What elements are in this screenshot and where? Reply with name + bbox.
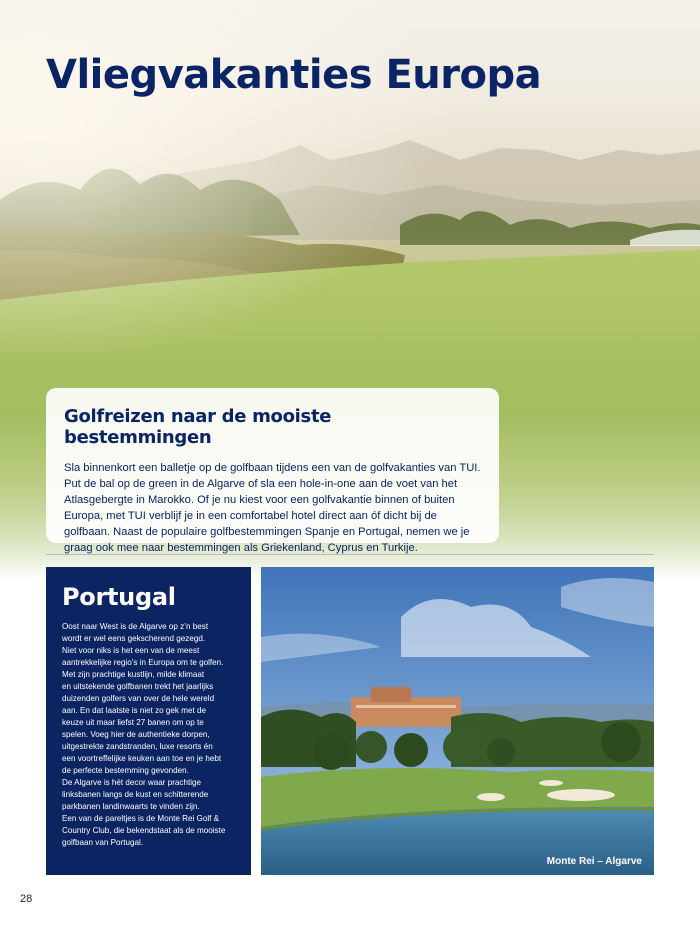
intro-card (46, 388, 499, 554)
portugal-text-box (46, 567, 251, 875)
section-divider (46, 554, 654, 555)
page-number: 28 (20, 893, 33, 905)
monte-rei-photo (261, 567, 654, 875)
page-title: Vliegvakanties Europa (46, 52, 542, 98)
intro-body: Sla binnenkort een balletje op de golfbaan tijdens een van de golfvakanties van TUI. Put de bal op de green in de Algarve of sla een hole-in-one aan de voet van het Atlasgebergte in Marokko. Of je nu kiest voor een golfvakantie binnen of buiten Europa, met TUI verblijf je in een comfortabel hotel direct aan óf dicht bij de golfbaan. Naast de populaire golfbestemmingen Spanje en Portugal, nemen we je graag ook mee naar bestemmingen als Griekenland, Cyprus en Turkije. (64, 462, 481, 554)
intro-heading: Golfreizen naar de mooiste bestemmingen (64, 406, 332, 448)
portugal-body: Oost naar West is de Algarve op z’n best wordt er wel eens gekscherend gezegd. Niet voor niks is het een van de meest aantrekkelijke regio’s in Europa om te golfen. Met zijn prachtige kustlijn, milde klimaat en uitstekende golfbanen trekt het jaarlijks duizenden golfers van over de hele wereld aan. En dat laatste is niet zo gek met de keuze uit maar liefst 27 banen om op te spelen. Voeg hier de authentieke dorpen, uitgestrekte zandstranden, luxe resorts én een voortreffelijke keuken aan toe en je hebt de perfecte bestemming gevonden. De Algarve is hét decor waar prachtige linksbanen langs de kust en schitterende parkbanen landinwaarts te vinden zijn. Een van de pareltjes is de Monte Rei Golf & Country Club, die bekendstaat als de mooiste golfbaan van Portugal. (62, 622, 226, 847)
photo-caption: Monte Rei – Algarve (546, 856, 642, 867)
monte-rei-illustration (261, 567, 654, 875)
portugal-heading: Portugal (62, 583, 176, 611)
